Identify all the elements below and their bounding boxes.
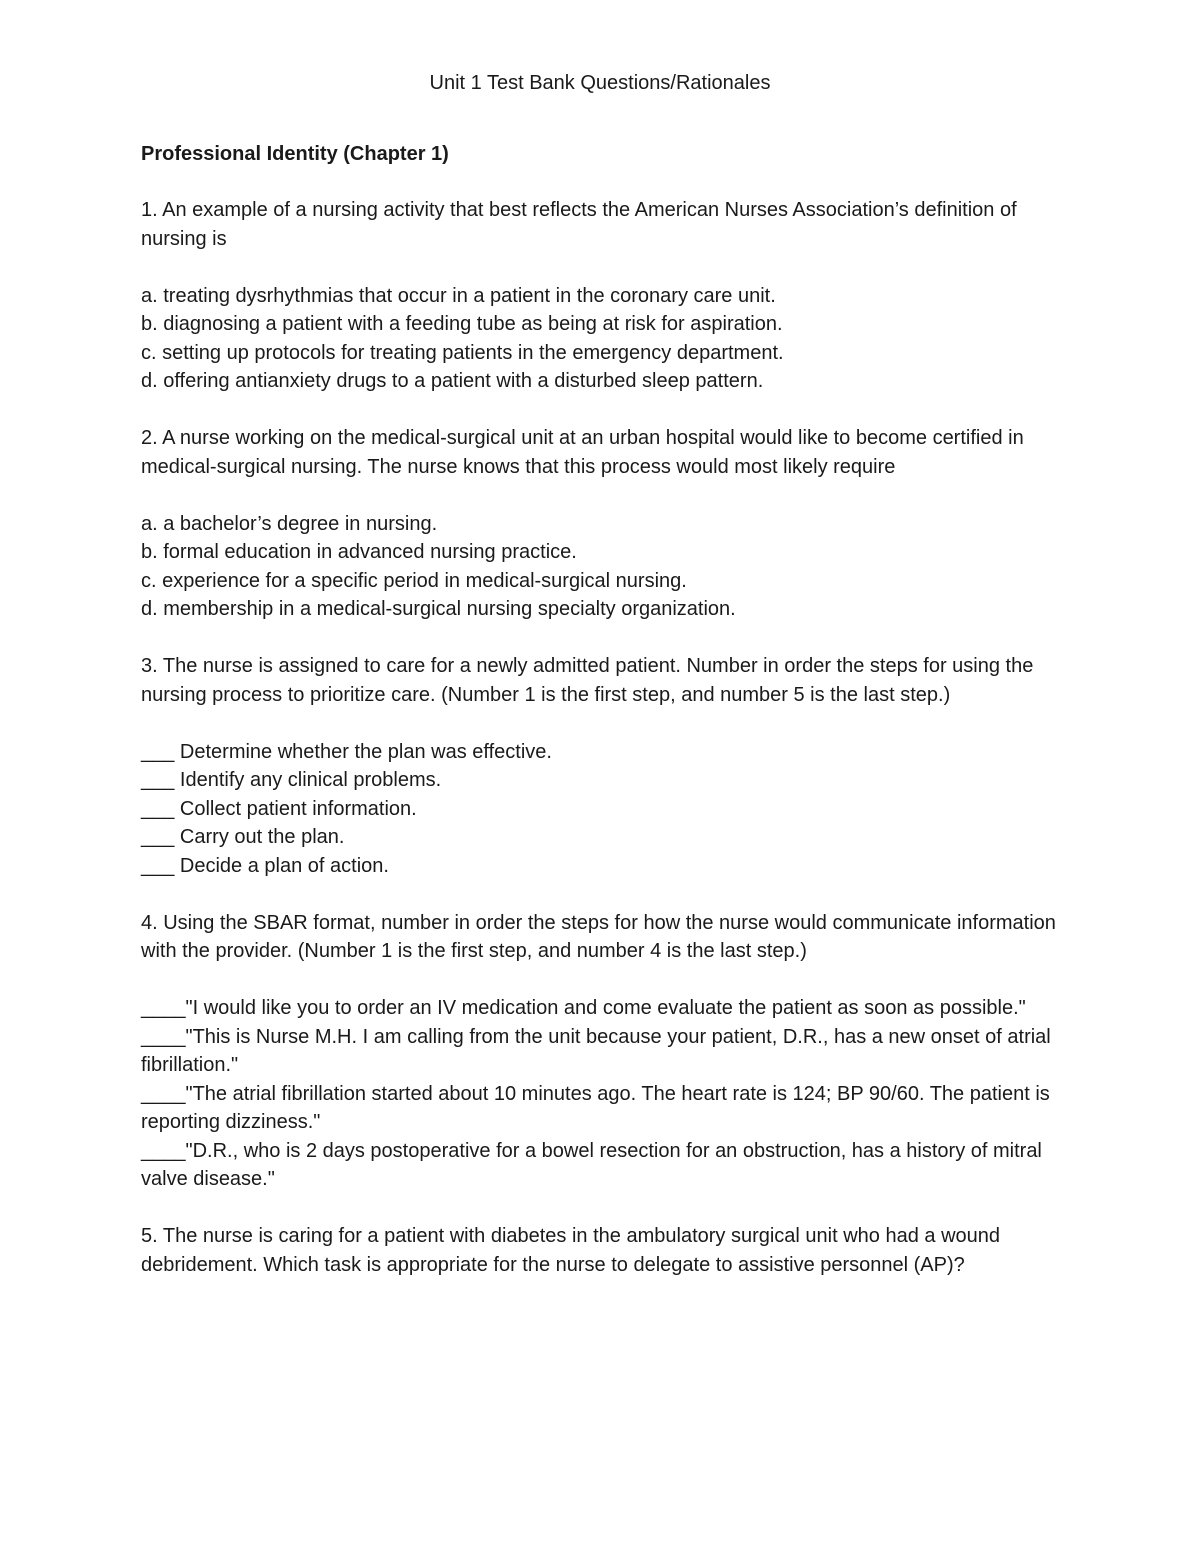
ordering-step: ____"D.R., who is 2 days postoperative for a bowel resection for an obstruction, has a history of mitral valve disease.": [141, 1139, 1042, 1190]
ordering-step: ___ Carry out the plan.: [141, 826, 345, 848]
answer-option: b. formal education in advanced nursing practice.: [141, 541, 577, 563]
answer-option: d. membership in a medical-surgical nursing specialty organization.: [141, 598, 736, 620]
answer-option: a. treating dysrhythmias that occur in a patient in the coronary care unit.: [141, 284, 776, 307]
document-body: [141, 140, 1061, 1308]
question-stem: 5. The nurse is caring for a patient with diabetes in the ambulatory surgical unit who had a wound debridement. Which task is appropriate for the nurse to delegate to assistive personnel (AP)?: [141, 1225, 1001, 1276]
answer-option: c. experience for a specific period in medical-surgical nursing.: [141, 569, 687, 592]
section-heading: Professional Identity (Chapter 1): [141, 143, 449, 165]
question-stem: 3. The nurse is assigned to care for a newly admitted patient. Number in order the steps for using the nursing process to prioritize care. (Number 1 is the first step, and number 5 is the last step.): [141, 655, 1034, 706]
ordering-step: ____"This is Nurse M.H. I am calling from the unit because your patient, D.R., has a new onset of atrial fibrillation.": [141, 1025, 1051, 1076]
question-stem: 1. An example of a nursing activity that best reflects the American Nurses Association’s definition of nursing is: [141, 199, 1017, 250]
answer-option: b. diagnosing a patient with a feeding tube as being at risk for aspiration.: [141, 313, 783, 335]
answer-options: [141, 510, 1061, 624]
ordering-step: ___ Collect patient information.: [141, 797, 417, 820]
document-title: Unit 1 Test Bank Questions/Rationales: [429, 72, 771, 94]
question-stem: 2. A nurse working on the medical-surgical unit at an urban hospital would like to become certified in medical-surgical nursing. The nurse knows that this process would most likely require: [141, 427, 1024, 478]
question-stem: 4. Using the SBAR format, number in order the steps for how the nurse would communicate information with the provider. (Number 1 is the first step, and number 4 is the last step.): [141, 911, 1056, 962]
question-2: [141, 424, 1061, 624]
question-4: [141, 909, 1061, 1194]
answer-options: [141, 282, 1061, 396]
answer-option: a. a bachelor’s degree in nursing.: [141, 512, 438, 535]
answer-option: d. offering antianxiety drugs to a patient with a disturbed sleep pattern.: [141, 370, 764, 392]
ordering-step: ___ Identify any clinical problems.: [141, 769, 442, 791]
question-1: [141, 196, 1061, 396]
question-5: [141, 1222, 1061, 1279]
ordering-steps: [141, 994, 1061, 1194]
ordering-step: ___ Decide a plan of action.: [141, 854, 389, 877]
ordering-step: ____"I would like you to order an IV medication and come evaluate the patient as soon as possible.": [141, 997, 1026, 1019]
question-3: [141, 652, 1061, 880]
ordering-step: ____"The atrial fibrillation started about 10 minutes ago. The heart rate is 124; BP 90/60. The patient is reporting dizziness.": [141, 1082, 1050, 1133]
answer-option: c. setting up protocols for treating patients in the emergency department.: [141, 341, 784, 364]
ordering-steps: [141, 738, 1061, 881]
ordering-step: ___ Determine whether the plan was effective.: [141, 740, 552, 763]
